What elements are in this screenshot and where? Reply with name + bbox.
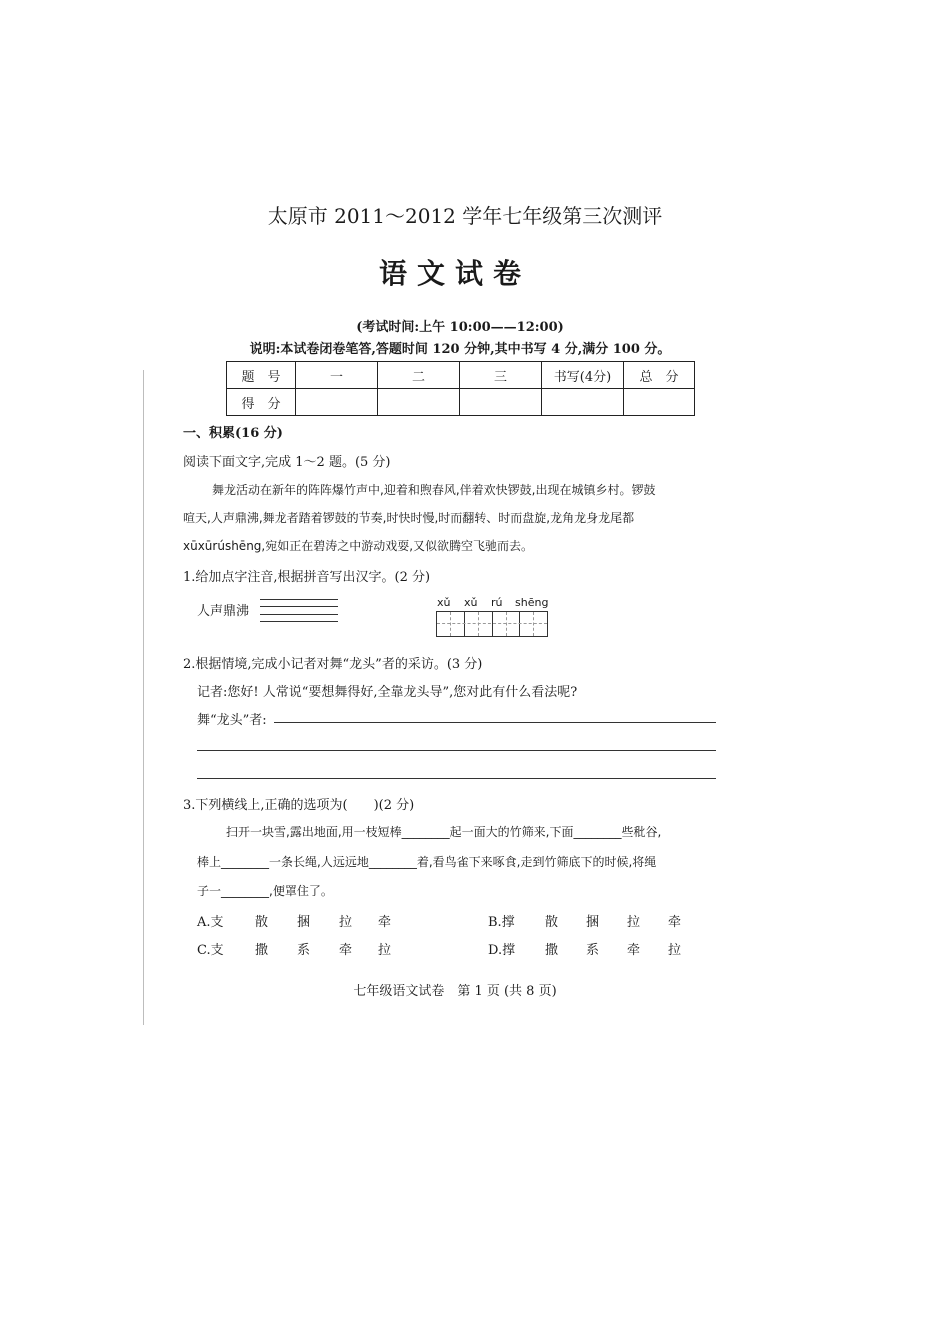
pinyin-syllable: rú bbox=[491, 596, 503, 609]
option-d-word: 系 bbox=[586, 943, 600, 958]
answer-line bbox=[260, 606, 338, 607]
question-1: 1.给加点字注音,根据拼音写出汉字。(2 分) bbox=[183, 570, 431, 585]
score-cell-total: 总 分 bbox=[624, 362, 695, 389]
option-a-word: 拉 bbox=[339, 915, 353, 930]
option-b-word: 捆 bbox=[586, 915, 600, 930]
score-cell-section3: 三 bbox=[460, 362, 542, 389]
score-blank[interactable] bbox=[296, 389, 378, 416]
passage-line: 舞龙活动在新年的阵阵爆竹声中,迎着和煦春风,伴着欢快锣鼓,出现在城镇乡村。锣鼓 bbox=[212, 483, 656, 497]
score-blank[interactable] bbox=[624, 389, 695, 416]
q2-reporter-line: 记者:您好! 人常说“要想舞得好,全靠龙头导”,您对此有什么看法呢? bbox=[197, 685, 578, 700]
score-blank[interactable] bbox=[460, 389, 542, 416]
option-d-word: 拉 bbox=[668, 943, 682, 958]
score-cell-writing: 书写(4分) bbox=[542, 362, 624, 389]
option-b-word: 拉 bbox=[627, 915, 641, 930]
pinyin-writing-grid[interactable] bbox=[436, 611, 548, 637]
answer-line bbox=[260, 614, 338, 615]
q3-passage-line: 扫开一块雪,露出地面,用一枝短棒________起一面大的竹筛来,下面________些秕谷, bbox=[226, 825, 662, 839]
score-cell-label: 题 号 bbox=[227, 362, 296, 389]
option-c-word: 撒 bbox=[255, 943, 269, 958]
question-3: 3.下列横线上,正确的选项为( )(2 分) bbox=[183, 798, 415, 813]
option-a-word: 捆 bbox=[297, 915, 311, 930]
exam-time: (考试时间:上午 10:00——12:00) bbox=[356, 320, 564, 335]
answer-line[interactable] bbox=[274, 722, 716, 723]
option-c-label[interactable]: C.支 bbox=[197, 943, 224, 958]
score-table-score-row bbox=[227, 389, 695, 416]
option-b-word: 牵 bbox=[668, 915, 682, 930]
option-b-label[interactable]: B.撑 bbox=[488, 915, 515, 930]
score-blank[interactable] bbox=[542, 389, 624, 416]
q3-passage-line: 子一________,便罩住了。 bbox=[197, 884, 333, 898]
exam-title: 太原市 2011～2012 学年七年级第三次测评 bbox=[267, 204, 663, 228]
option-c-word: 拉 bbox=[378, 943, 392, 958]
question-2: 2.根据情境,完成小记者对舞“龙头”者的采访。(3 分) bbox=[183, 657, 483, 672]
option-a-word: 散 bbox=[255, 915, 269, 930]
pinyin-syllable: shēng bbox=[515, 596, 549, 609]
pinyin-syllable: xǔ bbox=[464, 596, 478, 609]
score-table-header-row bbox=[227, 362, 695, 389]
pinyin-syllable: xǔ bbox=[437, 596, 451, 609]
score-cell-section2: 二 bbox=[378, 362, 460, 389]
option-b-word: 散 bbox=[545, 915, 559, 930]
option-a-label[interactable]: A.支 bbox=[197, 915, 224, 930]
score-table bbox=[226, 361, 695, 416]
answer-line[interactable] bbox=[197, 778, 716, 779]
q1-word: 人声鼎沸 bbox=[197, 604, 250, 619]
score-cell-section1: 一 bbox=[296, 362, 378, 389]
option-c-word: 系 bbox=[297, 943, 311, 958]
answer-line bbox=[260, 599, 338, 600]
section1-heading: 一、积累(16 分) bbox=[183, 426, 283, 441]
score-row-label: 得 分 bbox=[227, 389, 296, 416]
q2-answer-label: 舞“龙头”者: bbox=[197, 713, 267, 728]
option-d-word: 撒 bbox=[545, 943, 559, 958]
answer-line[interactable] bbox=[197, 750, 716, 751]
option-d-word: 牵 bbox=[627, 943, 641, 958]
option-d-label[interactable]: D.撑 bbox=[488, 943, 516, 958]
section1-intro: 阅读下面文字,完成 1～2 题。(5 分) bbox=[183, 455, 391, 470]
exam-instructions: 说明:本试卷闭卷笔答,答题时间 120 分钟,其中书写 4 分,满分 100 分。 bbox=[249, 342, 671, 357]
scan-edge-line bbox=[143, 370, 144, 1025]
subject-title: 语文试卷 bbox=[378, 257, 531, 290]
option-c-word: 牵 bbox=[339, 943, 353, 958]
option-a-word: 牵 bbox=[378, 915, 392, 930]
passage-line: xūxūrúshēng,宛如正在碧涛之中游动戏耍,又似欲腾空飞驰而去。 bbox=[183, 539, 534, 553]
score-blank[interactable] bbox=[378, 389, 460, 416]
answer-line bbox=[260, 621, 338, 622]
q3-passage-line: 棒上________一条长绳,人远远地________着,看鸟雀下来啄食,走到竹筛底下的时候,将绳 bbox=[197, 855, 657, 869]
page-footer: 七年级语文试卷 第 1 页 (共 8 页) bbox=[353, 984, 557, 999]
passage-line: 喧天,人声鼎沸,舞龙者踏着锣鼓的节奏,时快时慢,时而翻转、时而盘旋,龙角龙身龙尾都 bbox=[183, 511, 635, 525]
